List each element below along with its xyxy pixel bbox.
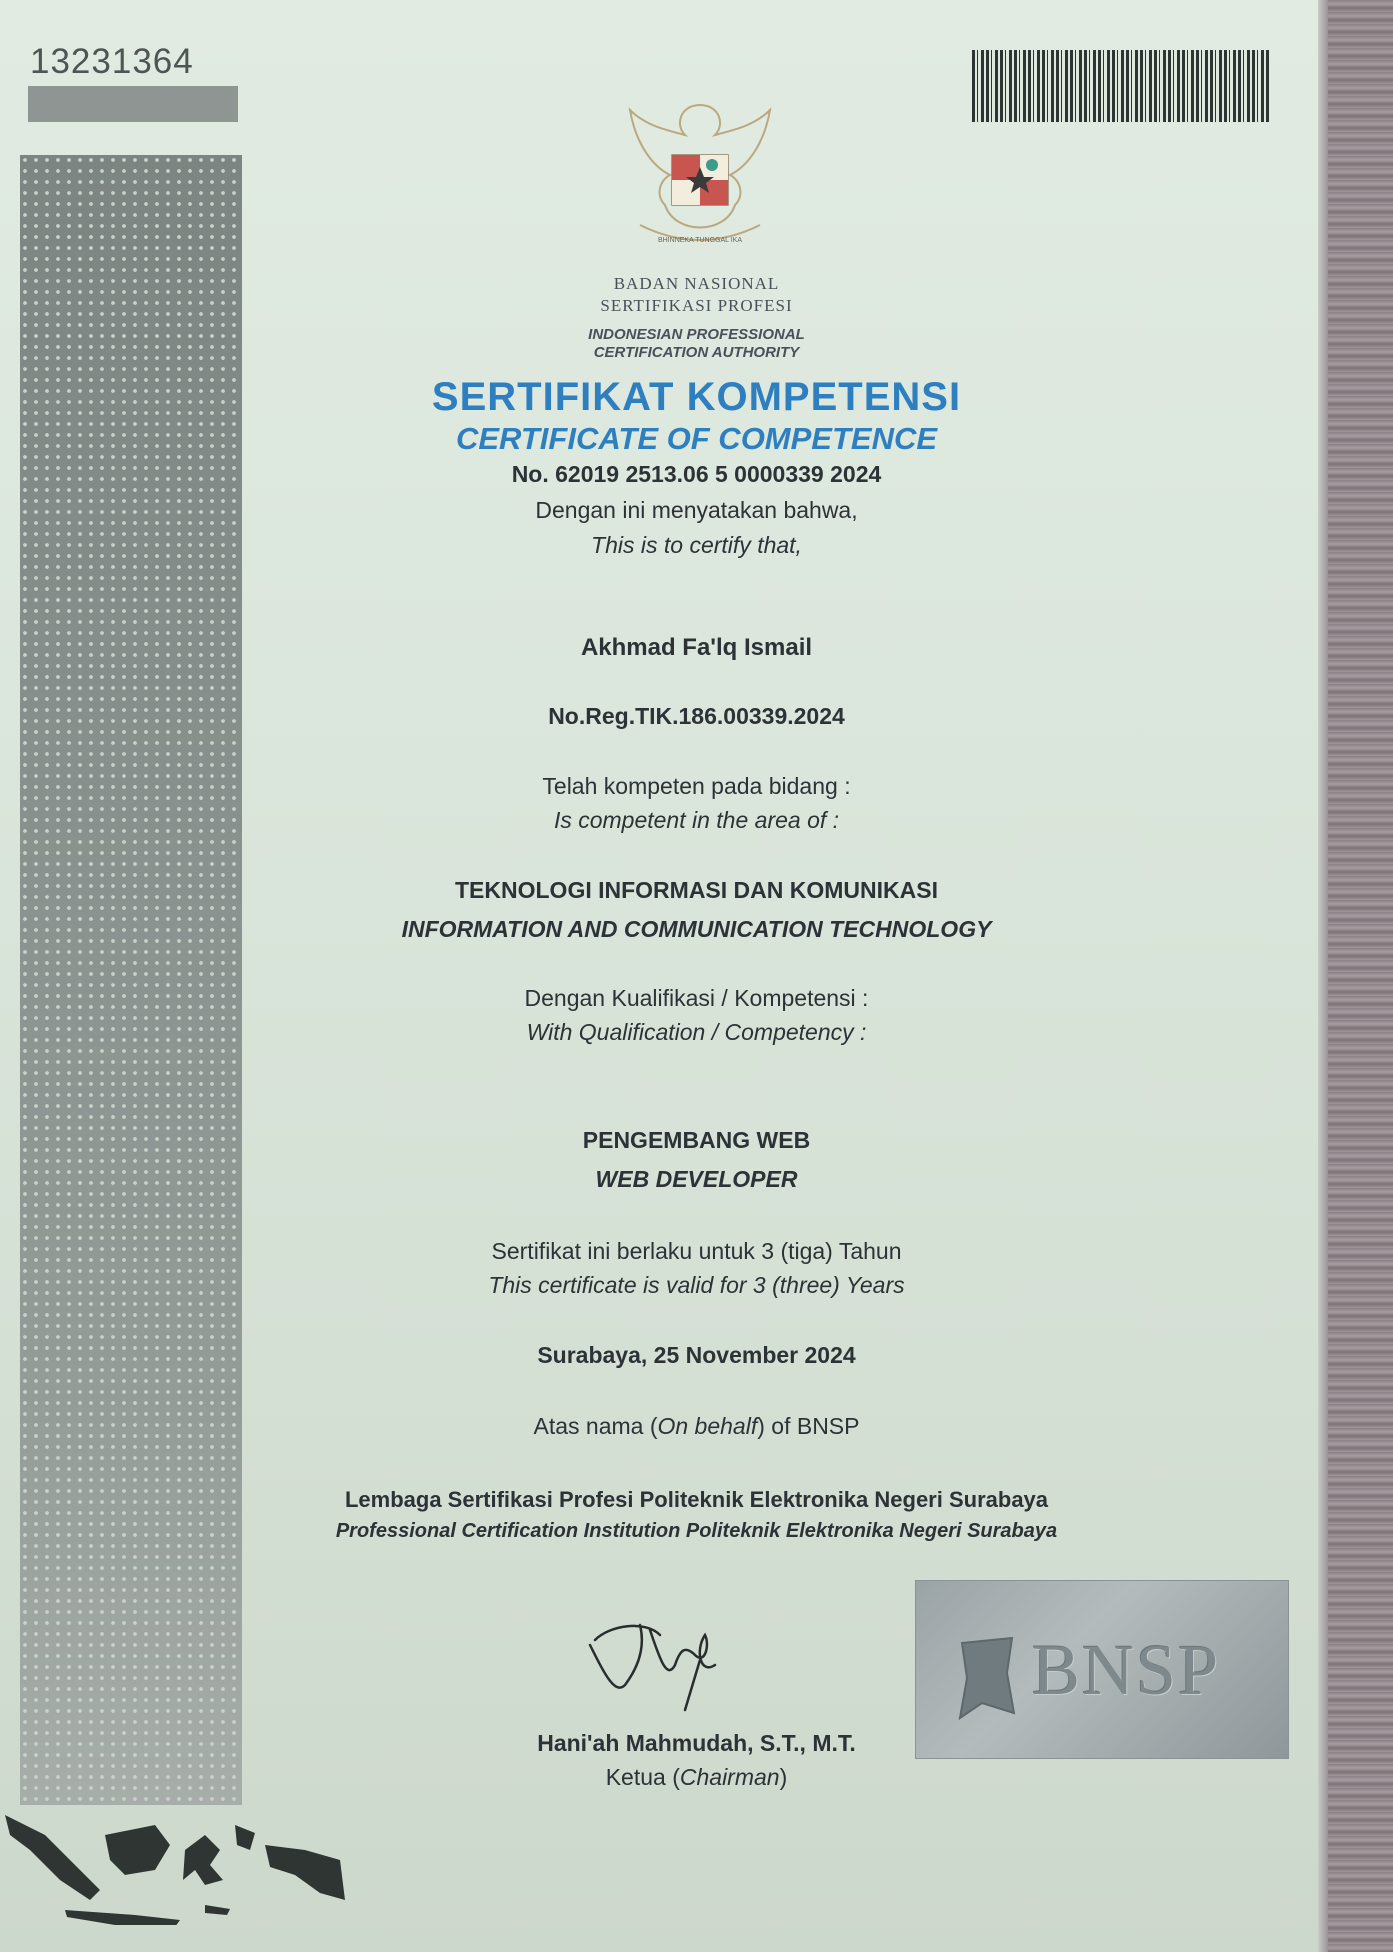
- certify-statement-id: Dengan ini menyatakan bahwa,: [535, 497, 858, 523]
- place-date: Surabaya, 25 November 2024: [537, 1342, 856, 1368]
- emblem-motto: BHINNEKA TUNGGAL IKA: [657, 237, 743, 244]
- qualification-id: PENGEMBANG WEB: [582, 1127, 811, 1153]
- certificate-number: No. 62019 2513.06 5 0000339 2024: [511, 461, 882, 487]
- bnsp-seal-text: BNSP: [1032, 1630, 1221, 1710]
- signatory-title-prefix: Ketua (: [605, 1764, 680, 1790]
- validity-en: This certificate is valid for 3 (three) Years: [488, 1272, 905, 1298]
- signatory-name: Hani'ah Mahmudah, S.T., M.T.: [537, 1730, 856, 1756]
- signatory-title-suffix: ): [779, 1764, 788, 1790]
- area-en: INFORMATION AND COMMUNICATION TECHNOLOGY: [401, 916, 992, 942]
- on-behalf-line: [0, 1413, 1393, 1440]
- serial-bar: [28, 86, 238, 122]
- on-behalf-italic: On behalf: [657, 1413, 758, 1439]
- serial-number: 13231364: [30, 42, 194, 81]
- certify-statement-en: This is to certify that,: [591, 532, 802, 558]
- garuda-emblem: [610, 85, 790, 255]
- qualification-en: WEB DEVELOPER: [595, 1166, 798, 1192]
- indonesia-map-icon: [5, 1805, 345, 1925]
- institution-en: Professional Certification Institution Politeknik Elektronika Negeri Surabaya: [335, 1520, 1058, 1542]
- certificate-title-en: CERTIFICATE OF COMPETENCE: [455, 421, 938, 456]
- bnsp-hologram-seal: [915, 1580, 1289, 1759]
- signatory-title-italic: Chairman: [679, 1764, 780, 1790]
- signatory-title: [0, 1764, 1393, 1791]
- area-intro-id: Telah kompeten pada bidang :: [542, 773, 851, 799]
- agency-name-en: [0, 326, 1393, 362]
- on-behalf-prefix: Atas nama (: [533, 1413, 658, 1439]
- registration-number: No.Reg.TIK.186.00339.2024: [548, 703, 845, 729]
- qualification-intro-id: Dengan Kualifikasi / Kompetensi :: [524, 985, 869, 1011]
- agency-name-en-line1: INDONESIAN PROFESSIONAL: [588, 326, 805, 343]
- bnsp-logo-icon: [952, 1633, 1022, 1723]
- qualification-intro-en: With Qualification / Competency :: [526, 1019, 867, 1045]
- institution-id: Lembaga Sertifikasi Profesi Politeknik Elektronika Negeri Surabaya: [344, 1487, 1049, 1512]
- agency-name-en-line2: CERTIFICATION AUTHORITY: [593, 344, 800, 361]
- agency-name-id: [0, 273, 1393, 317]
- area-intro-en: Is competent in the area of :: [553, 807, 840, 833]
- agency-name-id-line2: SERTIFIKASI PROFESI: [600, 296, 793, 315]
- validity-id: Sertifikat ini berlaku untuk 3 (tiga) Tahun: [491, 1238, 902, 1264]
- area-id: TEKNOLOGI INFORMASI DAN KOMUNIKASI: [455, 877, 938, 903]
- signature: [585, 1605, 745, 1715]
- agency-name-id-line1: BADAN NASIONAL: [613, 274, 780, 293]
- certificate-title-id: SERTIFIKAT KOMPETENSI: [431, 375, 962, 419]
- holder-name: Akhmad Fa'lq Ismail: [580, 634, 813, 661]
- barcode: [972, 50, 1270, 122]
- on-behalf-suffix: ) of BNSP: [757, 1413, 860, 1439]
